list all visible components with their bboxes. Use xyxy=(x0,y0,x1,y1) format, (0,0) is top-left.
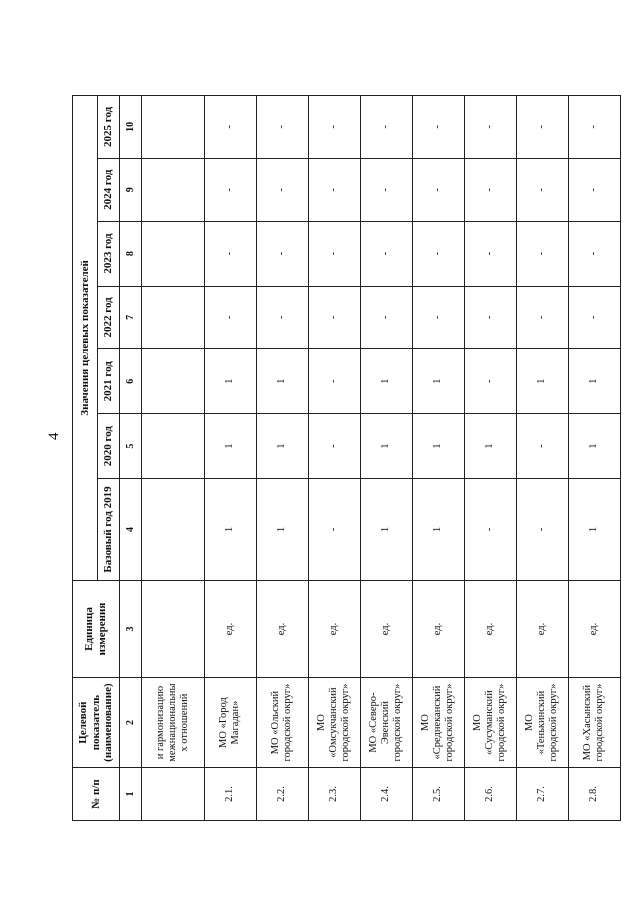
header-year: 2023 год xyxy=(98,221,120,286)
value-cell: - xyxy=(516,96,568,159)
value-cell: - xyxy=(568,286,620,349)
header-unit: Единица измерения xyxy=(73,580,120,677)
row-number: 2.3. xyxy=(308,767,360,820)
unit-cell: ед. xyxy=(568,580,620,677)
value-cell: 1 xyxy=(204,479,256,581)
header-num: № п/п xyxy=(73,767,120,820)
value-cell: 1 xyxy=(256,479,308,581)
value-cell: 1 xyxy=(256,414,308,479)
value-cell: - xyxy=(308,349,360,414)
row-number: 2.4. xyxy=(360,767,412,820)
value-cell xyxy=(142,414,204,479)
value-cell: - xyxy=(204,221,256,286)
column-number: 1 xyxy=(120,767,142,820)
value-cell: 1 xyxy=(568,479,620,581)
value-cell: - xyxy=(360,221,412,286)
value-cell xyxy=(142,158,204,221)
value-cell: - xyxy=(516,479,568,581)
value-cell: - xyxy=(256,96,308,159)
table-row xyxy=(308,96,360,821)
indicator-name: МО «Тенькинский городской округ» xyxy=(516,678,568,768)
header-year: 2024 год xyxy=(98,158,120,221)
row-number: 2.7. xyxy=(516,767,568,820)
value-cell: - xyxy=(360,158,412,221)
indicator-name: МО «Омсукчанский городской округ» xyxy=(308,678,360,768)
header-indicator: Целевой показатель (наименование) xyxy=(73,678,120,768)
column-number: 6 xyxy=(120,349,142,414)
value-cell: 1 xyxy=(412,479,464,581)
header-year: Базовый год 2019 xyxy=(98,479,120,581)
header-year: 2022 год xyxy=(98,286,120,349)
value-cell: - xyxy=(412,221,464,286)
header-values-group: Значения целевых показателей xyxy=(73,96,98,581)
value-cell: - xyxy=(308,158,360,221)
value-cell: - xyxy=(464,96,516,159)
value-cell xyxy=(142,286,204,349)
value-cell xyxy=(142,479,204,581)
row-number: 2.2. xyxy=(256,767,308,820)
column-number-row xyxy=(120,96,142,821)
column-number: 5 xyxy=(120,414,142,479)
row-number: 2.5. xyxy=(412,767,464,820)
unit-cell: ед. xyxy=(516,580,568,677)
table-row xyxy=(204,96,256,821)
header-year: 2020 год xyxy=(98,414,120,479)
column-number: 7 xyxy=(120,286,142,349)
value-cell: 1 xyxy=(412,349,464,414)
value-cell: - xyxy=(204,158,256,221)
table-row xyxy=(568,96,620,821)
value-cell: - xyxy=(204,96,256,159)
column-number: 10 xyxy=(120,96,142,159)
unit-cell: ед. xyxy=(256,580,308,677)
column-number: 8 xyxy=(120,221,142,286)
table-row xyxy=(516,96,568,821)
value-cell: - xyxy=(516,158,568,221)
indicator-name: МО «Среднеканский городской округ» xyxy=(412,678,464,768)
unit-cell xyxy=(142,580,204,677)
unit-cell: ед. xyxy=(360,580,412,677)
value-cell: - xyxy=(412,96,464,159)
row-number: 2.6. xyxy=(464,767,516,820)
value-cell: 1 xyxy=(516,349,568,414)
value-cell: - xyxy=(516,221,568,286)
table-row xyxy=(256,96,308,821)
indicator-name: МО «Северо-Эвенский городской округ» xyxy=(360,678,412,768)
value-cell: 1 xyxy=(204,349,256,414)
value-cell: - xyxy=(516,286,568,349)
column-number: 9 xyxy=(120,158,142,221)
row-number xyxy=(142,767,204,820)
column-number: 4 xyxy=(120,479,142,581)
value-cell: - xyxy=(256,158,308,221)
page-number: 4 xyxy=(46,432,62,440)
value-cell: - xyxy=(464,221,516,286)
value-cell: - xyxy=(308,414,360,479)
value-cell: - xyxy=(464,479,516,581)
table-row xyxy=(464,96,516,821)
row-number: 2.8. xyxy=(568,767,620,820)
indicator-name: МО «Хасынский городской округ» xyxy=(568,678,620,768)
value-cell xyxy=(142,349,204,414)
value-cell: 1 xyxy=(256,349,308,414)
value-cell: - xyxy=(308,479,360,581)
indicator-name: и гармонизацию межнациональны х отношений xyxy=(142,678,204,768)
value-cell: - xyxy=(308,286,360,349)
value-cell: - xyxy=(360,96,412,159)
value-cell: - xyxy=(308,221,360,286)
value-cell: - xyxy=(464,158,516,221)
value-cell: - xyxy=(256,286,308,349)
value-cell: 1 xyxy=(360,479,412,581)
value-cell: - xyxy=(568,96,620,159)
value-cell: 1 xyxy=(204,414,256,479)
indicator-name: МО «Сусуманский городской округ» xyxy=(464,678,516,768)
header-year: 2025 год xyxy=(98,96,120,159)
value-cell: - xyxy=(308,96,360,159)
value-cell xyxy=(142,96,204,159)
value-cell: - xyxy=(516,414,568,479)
value-cell: - xyxy=(568,221,620,286)
table-row xyxy=(142,96,204,821)
value-cell: - xyxy=(464,349,516,414)
value-cell: - xyxy=(568,158,620,221)
row-number: 2.1. xyxy=(204,767,256,820)
value-cell: 1 xyxy=(360,414,412,479)
value-cell: - xyxy=(412,158,464,221)
unit-cell: ед. xyxy=(308,580,360,677)
indicator-name: МО «Город Магадан» xyxy=(204,678,256,768)
value-cell: - xyxy=(256,221,308,286)
table-row xyxy=(412,96,464,821)
value-cell: - xyxy=(412,286,464,349)
value-cell: 1 xyxy=(464,414,516,479)
column-number: 2 xyxy=(120,678,142,768)
value-cell: - xyxy=(360,286,412,349)
value-cell: 1 xyxy=(568,414,620,479)
value-cell: 1 xyxy=(568,349,620,414)
value-cell: - xyxy=(464,286,516,349)
value-cell: 1 xyxy=(360,349,412,414)
target-indicators-table xyxy=(72,95,621,821)
value-cell xyxy=(142,221,204,286)
rotated-table-wrapper xyxy=(72,95,621,821)
table-row xyxy=(360,96,412,821)
indicator-name: МО «Ольский городской округ» xyxy=(256,678,308,768)
header-year: 2021 год xyxy=(98,349,120,414)
column-number: 3 xyxy=(120,580,142,677)
unit-cell: ед. xyxy=(204,580,256,677)
value-cell: 1 xyxy=(412,414,464,479)
unit-cell: ед. xyxy=(412,580,464,677)
unit-cell: ед. xyxy=(464,580,516,677)
value-cell: - xyxy=(204,286,256,349)
